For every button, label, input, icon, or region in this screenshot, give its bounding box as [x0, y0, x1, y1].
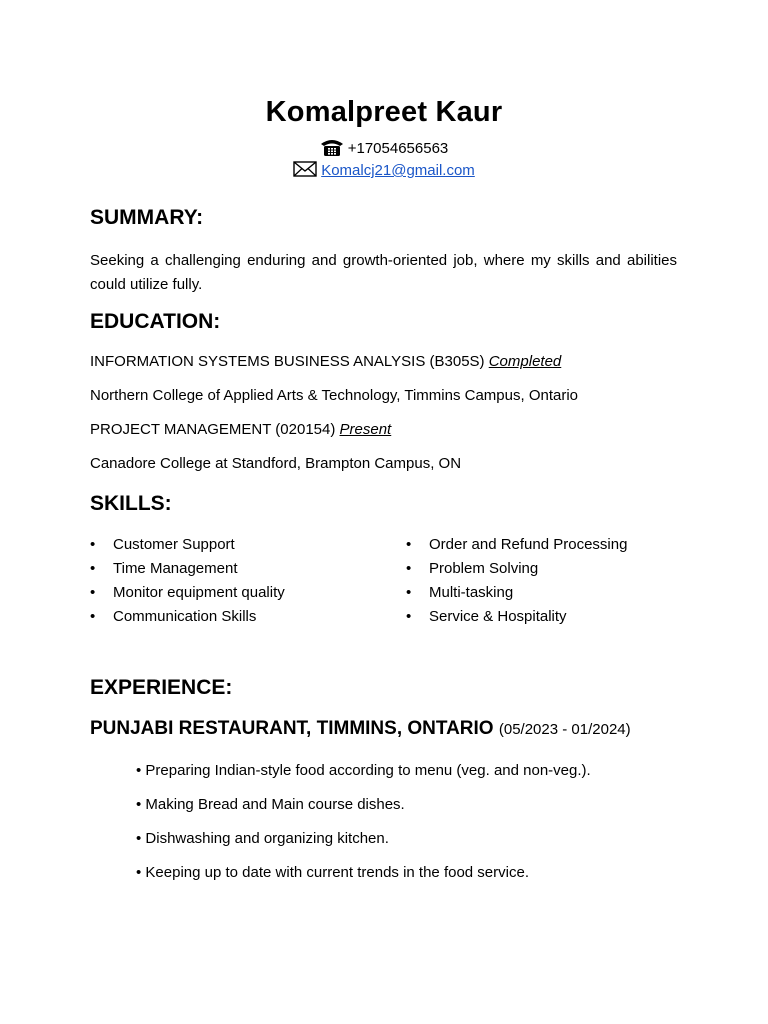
skill-label: Customer Support	[113, 536, 235, 553]
skill-label: Multi-tasking	[429, 584, 514, 601]
program-status: Present	[339, 421, 392, 438]
education-heading: EDUCATION:	[90, 310, 221, 333]
job-title: PUNJABI RESTAURANT, TIMMINS, ONTARIO	[90, 718, 494, 739]
education-school: Northern College of Applied Arts & Technology, Timmins Campus, Ontario	[90, 387, 579, 404]
email-link[interactable]: Komalcj21@gmail.com	[321, 161, 475, 179]
job-duties-list	[136, 759, 591, 895]
program-name: PROJECT MANAGEMENT (020154)	[90, 421, 336, 438]
skills-list-right	[406, 533, 627, 629]
skills-list-left	[90, 533, 285, 629]
job-dates: (05/2023 - 01/2024)	[498, 721, 631, 738]
skill-item	[90, 581, 285, 605]
bullet: •	[90, 608, 96, 625]
program-name: INFORMATION SYSTEMS BUSINESS ANALYSIS (B305S)	[90, 353, 485, 370]
bullet: •	[406, 536, 412, 553]
duty-item: • Making Bread and Main course dishes.	[136, 796, 405, 813]
bullet: •	[406, 560, 412, 577]
phone-number: +17054656563	[347, 139, 449, 157]
skill-item	[406, 533, 627, 557]
experience-heading: EXPERIENCE:	[90, 676, 233, 699]
duty-item: • Dishwashing and organizing kitchen.	[136, 830, 389, 847]
skill-item	[406, 581, 627, 605]
bullet: •	[90, 584, 96, 601]
bullet: •	[90, 536, 96, 553]
summary-text: Seeking a challenging enduring and growth-oriented job, where my skills and abilities could utilize fully.	[90, 252, 677, 293]
education-school: Canadore College at Standford, Brampton Campus, ON	[90, 455, 462, 472]
skill-label: Service & Hospitality	[429, 608, 567, 625]
skill-item	[406, 605, 627, 629]
duty-item: • Keeping up to date with current trends in the food service.	[136, 864, 529, 881]
candidate-name: Komalpreet Kaur	[265, 96, 503, 128]
skill-item	[406, 557, 627, 581]
skill-item	[90, 533, 285, 557]
program-status: Completed	[488, 353, 562, 370]
skill-item	[90, 605, 285, 629]
skills-heading: SKILLS:	[90, 492, 172, 515]
email-line	[0, 161, 768, 181]
skill-label: Time Management	[113, 560, 238, 577]
skill-label: Order and Refund Processing	[429, 536, 628, 553]
phone-line	[0, 137, 768, 161]
bullet: •	[406, 584, 412, 601]
education-program	[90, 353, 561, 370]
duty-item: • Preparing Indian-style food according to menu (veg. and non-veg.).	[136, 762, 591, 779]
skill-label: Communication Skills	[113, 608, 257, 625]
skill-label: Monitor equipment quality	[113, 584, 285, 601]
bullet: •	[90, 560, 96, 577]
envelope-icon	[293, 161, 317, 181]
bullet: •	[406, 608, 412, 625]
skill-item	[90, 557, 285, 581]
telephone-icon	[320, 137, 344, 161]
skill-label: Problem Solving	[429, 560, 539, 577]
education-program	[90, 421, 391, 438]
summary-heading: SUMMARY:	[90, 206, 204, 229]
job-header	[90, 718, 631, 740]
